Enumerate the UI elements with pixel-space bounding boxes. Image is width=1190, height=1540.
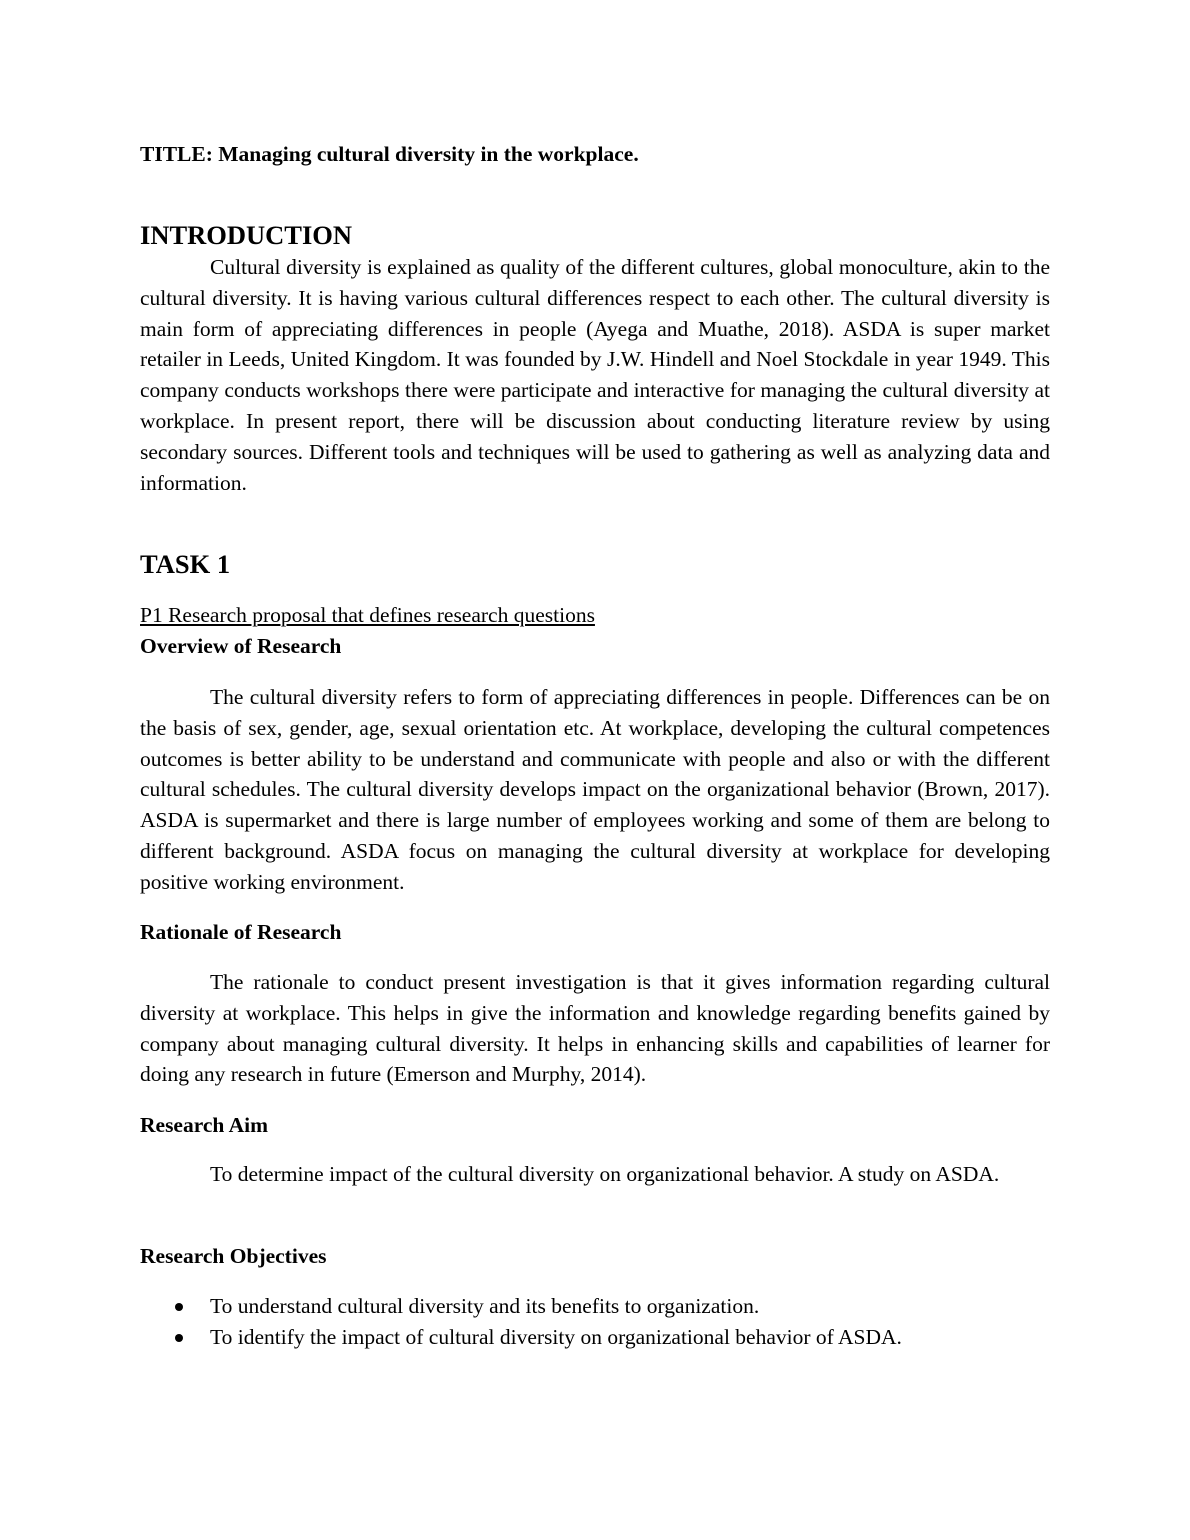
objective-text: To identify the impact of cultural diversity on organizational behavior of ASDA. — [210, 1325, 902, 1349]
bullet-icon — [175, 1303, 183, 1311]
rationale-paragraph: The rationale to conduct present investigation is that it gives information regarding cultural diversity at workplace. This helps in give the information and knowledge regarding benefits gained by company about managing cultural diversity. It helps in enhancing skills and capabilities of learner for doing any research in future (Emerson and Murphy, 2014). — [140, 970, 1050, 1087]
bullet-icon — [175, 1334, 183, 1342]
overview-paragraph: The cultural diversity refers to form of appreciating differences in people. Differences can be on the basis of sex, gender, age, sexual orientation etc. At workplace, developing the cultural competences outcomes is better ability to be understand and communicate with people and also or with the different cultural schedules. The cultural diversity develops impact on the organizational behavior (Brown, 2017). ASDA is supermarket and there is large number of employees working and some of them are belong to different background. ASDA focus on managing the cultural diversity at workplace for developing positive working environment. — [140, 685, 1050, 894]
introduction-paragraph: Cultural diversity is explained as quality of the different cultures, global monoculture, akin to the cultural diversity. It is having various cultural differences respect to each other. The cultural diversity is main form of appreciating differences in people (Ayega and Muathe, 2018). ASDA is super market retailer in Leeds, United Kingdom. It was founded by J.W. Hindell and Noel Stockdale in year 1949. This company conducts workshops there were participate and interactive for managing the cultural diversity at workplace. In present report, there will be discussion about conducting literature review by using secondary sources. Different tools and techniques will be used to gathering as well as analyzing data and information. — [140, 255, 1050, 495]
list-item — [140, 1291, 1050, 1322]
document-title: TITLE: Managing cultural diversity in the workplace. — [140, 142, 639, 166]
research-aim-heading: Research Aim — [140, 1113, 268, 1137]
research-aim-paragraph: To determine impact of the cultural diversity on organizational behavior. A study on ASDA. — [210, 1162, 1000, 1186]
research-objectives-heading: Research Objectives — [140, 1244, 327, 1268]
overview-heading: Overview of Research — [140, 634, 342, 658]
research-objectives-list — [140, 1291, 1050, 1353]
task1-heading: TASK 1 — [140, 549, 231, 579]
rationale-heading: Rationale of Research — [140, 920, 342, 944]
p1-research-proposal-label: P1 Research proposal that defines research questions — [140, 603, 595, 627]
introduction-heading: INTRODUCTION — [140, 220, 353, 250]
list-item — [140, 1322, 1050, 1353]
objective-text: To understand cultural diversity and its benefits to organization. — [210, 1294, 760, 1318]
